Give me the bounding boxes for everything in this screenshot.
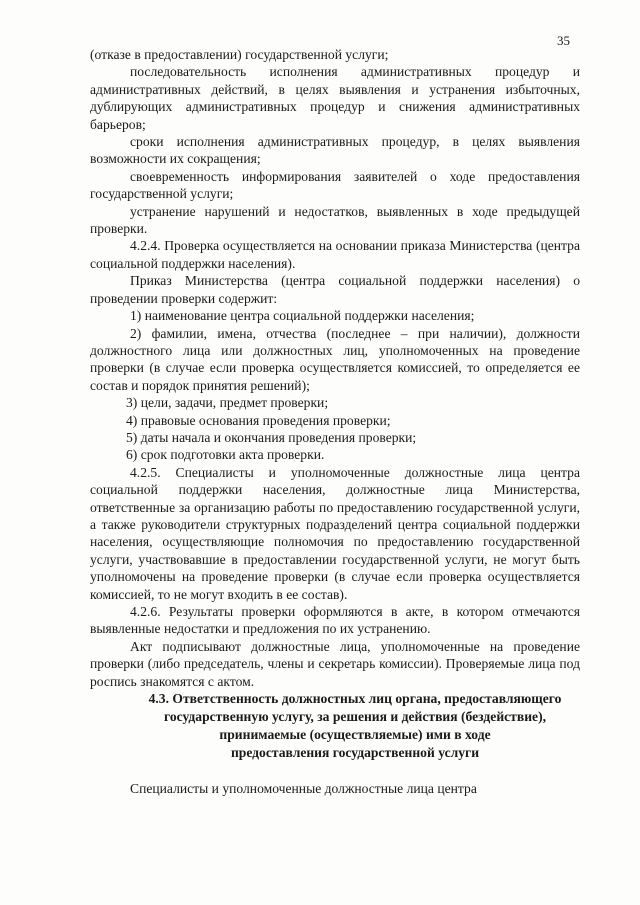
paragraph: последовательность исполнения административных процедур и административных действий, в целях выявления и устранения избыточных, дублирующих административных процедур и снижения административных барьеров;: [90, 64, 580, 132]
page-number: 35: [557, 33, 570, 48]
document-body: [90, 46, 580, 797]
paragraph: Приказ Министерства (центра социальной поддержки населения) о проведении проверки содержит:: [90, 273, 580, 306]
heading-line: предоставления государственной услуги: [230, 745, 480, 761]
paragraph: устранение нарушений и недостатков, выявленных в ходе предыдущей проверки.: [90, 203, 580, 237]
paragraph: сроки исполнения административных процедур, в целях выявления возможности их сокращения;: [90, 134, 580, 167]
list-item: 3) цели, задачи, предмет проверки;: [126, 395, 329, 411]
list-item: 6) срок подготовки акта проверки.: [126, 447, 325, 463]
paragraph: своевременность информирования заявителей о ходе предоставления государственной услуги;: [90, 168, 580, 202]
list-item: 4) правовые основания проведения проверки;: [126, 412, 391, 428]
heading-line: принимаемые (осуществляемые) ими в ходе: [219, 727, 491, 743]
paragraph-4-2-6: 4.2.6. Результаты проверки оформляются в акте, в котором отмечаются выявленные недостатки и предложения по их устранению.: [90, 604, 580, 637]
list-item: 2) фамилии, имена, отчества (последнее – при наличии), должности должностного лица или должностных лиц, уполномоченных на проведение проверки (в случае если проверка осуществляется комиссией, то определяется ее состав и порядок принятия решений);: [90, 325, 580, 393]
list-item: 1) наименование центра социальной поддержки населения;: [130, 308, 475, 324]
paragraph-4-2-5: 4.2.5. Специалисты и уполномоченные должностные лица центра социальной поддержки населения, должностные лица Министерства, ответственные за организацию работы по предоставлению государственной услуги, а также руководители структурных подразделений центра социальной поддержки населения, осуществляющие полномочия по предоставлению государственной услуги, участвовавшие в предоставлении государственной услуги, не могут быть уполномочены на проведение проверки (в случае если проверка осуществляется комиссией, то не могут входить в ее состав).: [90, 464, 580, 602]
paragraph: Акт подписывают должностные лица, уполномоченные на проведение проверки (либо председатель, члены и секретарь комиссии). Проверяемые лица под роспись знакомятся с актом.: [90, 638, 580, 689]
paragraph: Специалисты и уполномоченные должностные лица центра: [130, 781, 477, 797]
heading-line: государственную услугу, за решения и действия (бездействие),: [163, 709, 546, 725]
paragraph-4-2-4: 4.2.4. Проверка осуществляется на основании приказа Министерства (центра социальной поддержки населения).: [90, 238, 580, 271]
paragraph: (отказе в предоставлении) государственной услуги;: [90, 47, 389, 62]
heading-line: 4.3. Ответственность должностных лиц органа, предоставляющего: [148, 691, 562, 707]
list-item: 5) даты начала и окончания проведения проверки;: [126, 429, 417, 445]
section-heading-4-3: [90, 690, 580, 762]
